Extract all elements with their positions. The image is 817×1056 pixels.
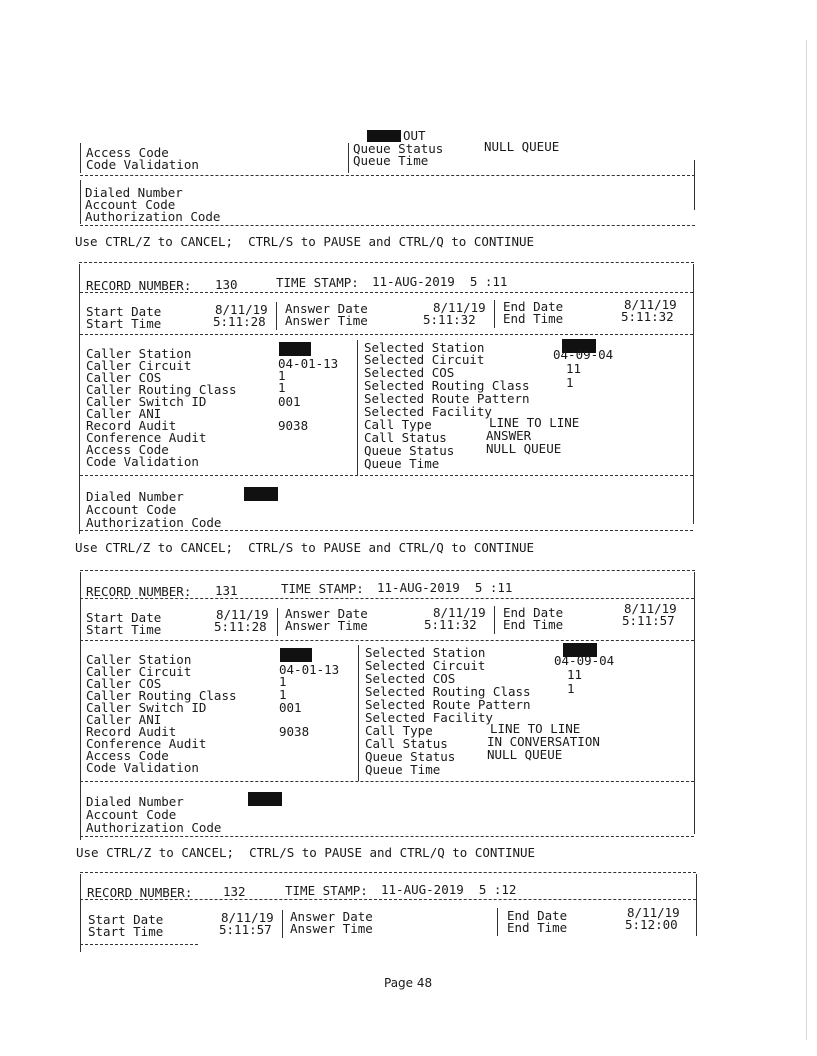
- selected-circuit-label: Selected Circuit: [365, 658, 486, 673]
- caller-circuit: 04-01-13: [278, 356, 339, 371]
- queue-status-label: Queue Status: [353, 141, 444, 156]
- selected-route-pattern-label: Selected Route Pattern: [365, 697, 531, 712]
- caller-switch-id-label: Caller Switch ID: [86, 394, 207, 409]
- redaction-bar: [280, 648, 312, 662]
- access-code-label: Access Code: [86, 442, 169, 457]
- page-number: Page 48: [384, 976, 433, 990]
- call-type-label: Call Type: [364, 417, 432, 432]
- start-time-label: Start Time: [88, 924, 164, 939]
- selected-routing-class-label: Selected Routing Class: [365, 684, 531, 699]
- start-date-label: Start Date: [88, 912, 164, 927]
- caller-circuit-label: Caller Circuit: [86, 664, 192, 679]
- answer-time: 5:11:32: [423, 312, 476, 327]
- queue-status-label: Queue Status: [365, 749, 456, 764]
- access-code-label: Access Code: [86, 145, 169, 160]
- queue-status: NULL QUEUE: [486, 441, 562, 456]
- end-date-label: End Date: [507, 908, 568, 923]
- answer-date: 8/11/19: [433, 605, 486, 620]
- dialed-number-label: Dialed Number: [86, 794, 184, 809]
- caller-routing-class: 1: [279, 687, 287, 702]
- queue-status-label: Queue Status: [364, 443, 455, 458]
- selected-facility-label: Selected Facility: [364, 404, 492, 419]
- account-code-label: Account Code: [86, 807, 177, 822]
- selected-cos-label: Selected COS: [364, 365, 455, 380]
- record-number: 131: [215, 583, 238, 598]
- record-number-label: RECORD NUMBER:: [86, 278, 192, 293]
- caller-circuit: 04-01-13: [279, 662, 340, 677]
- selected-circuit: 04-09-04: [553, 347, 614, 362]
- start-date: 8/11/19: [215, 302, 268, 317]
- answer-time-label: Answer Time: [290, 921, 373, 936]
- redaction-bar: [244, 487, 278, 501]
- selected-routing-class-label: Selected Routing Class: [364, 378, 530, 393]
- answer-date-label: Answer Date: [285, 606, 368, 621]
- time-stamp-label: TIME STAMP:: [276, 275, 359, 290]
- call-type: LINE TO LINE: [489, 415, 580, 430]
- control-prompt: Use CTRL/Z to CANCEL; CTRL/S to PAUSE and CTRL/Q to CONTINUE: [76, 845, 536, 860]
- dialed-number-label: Dialed Number: [85, 185, 183, 200]
- caller-routing-class-label: Caller Routing Class: [86, 382, 237, 397]
- end-time-label: End Time: [507, 920, 568, 935]
- selected-circuit-label: Selected Circuit: [364, 352, 485, 367]
- answer-time-label: Answer Time: [285, 618, 368, 633]
- selected-facility-label: Selected Facility: [365, 710, 493, 725]
- code-validation-label: Code Validation: [86, 760, 199, 775]
- caller-station-label: Caller Station: [86, 346, 192, 361]
- answer-date-label: Answer Date: [290, 909, 373, 924]
- dialed-number-label: Dialed Number: [86, 489, 184, 504]
- start-time: 5:11:57: [219, 922, 272, 937]
- outgoing-label: OUT: [403, 128, 426, 143]
- access-code-label: Access Code: [86, 748, 169, 763]
- record-audit: 9038: [278, 418, 309, 433]
- record-number-label: RECORD NUMBER:: [86, 584, 192, 599]
- record-audit-label: Record Audit: [86, 418, 177, 433]
- end-time: 5:11:57: [622, 613, 675, 628]
- record-audit: 9038: [279, 724, 310, 739]
- queue-time-label: Queue Time: [364, 456, 440, 471]
- scan-margin-line: [806, 40, 807, 1040]
- time-stamp: 11-AUG-2019 5 :12: [381, 882, 517, 897]
- conference-audit-label: Conference Audit: [86, 430, 207, 445]
- record-audit-label: Record Audit: [86, 724, 177, 739]
- end-date: 8/11/19: [624, 297, 677, 312]
- caller-switch-id-label: Caller Switch ID: [86, 700, 207, 715]
- redaction-bar: [248, 792, 282, 806]
- start-date-label: Start Date: [86, 610, 162, 625]
- start-date-label: Start Date: [86, 304, 162, 319]
- end-time-label: End Time: [503, 311, 564, 326]
- caller-station-label: Caller Station: [86, 652, 192, 667]
- caller-switch-id: 001: [278, 394, 301, 409]
- call-type-label: Call Type: [365, 723, 433, 738]
- code-validation-label: Code Validation: [86, 454, 199, 469]
- caller-cos-label: Caller COS: [86, 676, 162, 691]
- control-prompt: Use CTRL/Z to CANCEL; CTRL/S to PAUSE and CTRL/Q to CONTINUE: [75, 540, 535, 555]
- selected-circuit: 04-09-04: [554, 653, 615, 668]
- start-time: 5:11:28: [213, 314, 266, 329]
- selected-cos-label: Selected COS: [365, 671, 456, 686]
- start-time: 5:11:28: [214, 619, 267, 634]
- selected-route-pattern-label: Selected Route Pattern: [364, 391, 530, 406]
- call-status: ANSWER: [486, 428, 532, 443]
- queue-time-label: Queue Time: [353, 153, 429, 168]
- time-stamp-label: TIME STAMP:: [285, 883, 368, 898]
- time-stamp: 11-AUG-2019 5 :11: [377, 580, 513, 595]
- selected-routing-class: 1: [567, 681, 575, 696]
- queue-status-value: NULL QUEUE: [484, 139, 560, 154]
- time-stamp-label: TIME STAMP:: [281, 581, 364, 596]
- queue-status: NULL QUEUE: [487, 747, 563, 762]
- answer-time: 5:11:32: [424, 617, 477, 632]
- call-type: LINE TO LINE: [490, 721, 581, 736]
- end-time-label: End Time: [503, 617, 564, 632]
- start-time-label: Start Time: [86, 316, 162, 331]
- answer-date: 8/11/19: [433, 300, 486, 315]
- record-number-label: RECORD NUMBER:: [87, 885, 193, 900]
- caller-ani-label: Caller ANI: [86, 712, 162, 727]
- caller-routing-class-label: Caller Routing Class: [86, 688, 237, 703]
- end-date: 8/11/19: [627, 905, 680, 920]
- account-code-label: Account Code: [85, 197, 176, 212]
- code-validation-label: Code Validation: [86, 157, 199, 172]
- answer-time-label: Answer Time: [285, 313, 368, 328]
- caller-cos-label: Caller COS: [86, 370, 162, 385]
- end-time: 5:11:32: [621, 309, 674, 324]
- authorization-code-label: Authorization Code: [86, 515, 222, 530]
- caller-ani-label: Caller ANI: [86, 406, 162, 421]
- end-date: 8/11/19: [624, 601, 677, 616]
- answer-date-label: Answer Date: [285, 301, 368, 316]
- selected-cos: 11: [566, 361, 582, 376]
- record-number: 130: [215, 277, 238, 292]
- redaction-bar: [279, 342, 311, 356]
- selected-cos: 11: [567, 667, 583, 682]
- caller-switch-id: 001: [279, 700, 302, 715]
- start-date: 8/11/19: [221, 910, 274, 925]
- end-date-label: End Date: [503, 605, 564, 620]
- selected-routing-class: 1: [566, 375, 574, 390]
- authorization-code-label: Authorization Code: [86, 820, 222, 835]
- caller-cos: 1: [278, 368, 286, 383]
- selected-station-label: Selected Station: [364, 340, 485, 355]
- start-time-label: Start Time: [86, 622, 162, 637]
- call-status-label: Call Status: [364, 430, 447, 445]
- end-time: 5:12:00: [625, 917, 678, 932]
- start-date: 8/11/19: [216, 607, 269, 622]
- caller-cos: 1: [279, 674, 287, 689]
- call-status: IN CONVERSATION: [487, 734, 600, 749]
- caller-circuit-label: Caller Circuit: [86, 358, 192, 373]
- conference-audit-label: Conference Audit: [86, 736, 207, 751]
- authorization-code-label: Authorization Code: [85, 209, 221, 224]
- queue-time-label: Queue Time: [365, 762, 441, 777]
- account-code-label: Account Code: [86, 502, 177, 517]
- call-status-label: Call Status: [365, 736, 448, 751]
- record-number: 132: [223, 884, 246, 899]
- control-prompt: Use CTRL/Z to CANCEL; CTRL/S to PAUSE and CTRL/Q to CONTINUE: [75, 234, 535, 249]
- time-stamp: 11-AUG-2019 5 :11: [372, 274, 508, 289]
- caller-routing-class: 1: [278, 380, 286, 395]
- end-date-label: End Date: [503, 299, 564, 314]
- selected-station-label: Selected Station: [365, 645, 486, 660]
